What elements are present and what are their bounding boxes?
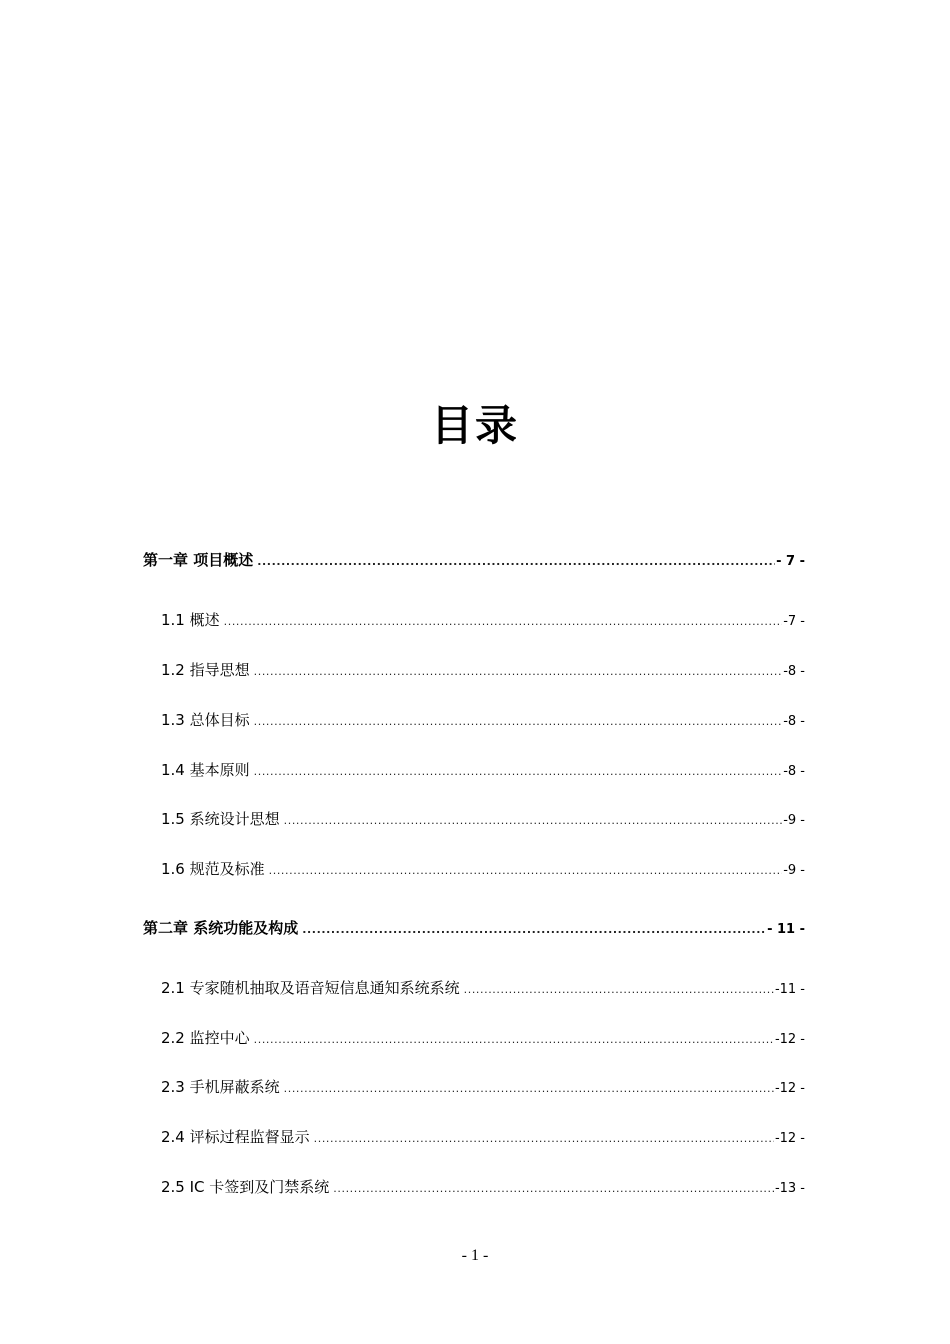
toc-entry-1-6[interactable]	[161, 857, 805, 881]
toc-entry-page: -11 -	[774, 982, 805, 997]
toc-entry-label: 1.2 指导思想	[161, 661, 250, 679]
toc-entry-1-3[interactable]	[161, 708, 805, 732]
toc-title: 目录	[430, 401, 519, 450]
toc-entry-2-1[interactable]	[161, 976, 805, 1000]
toc-entry-label: 第二章 系统功能及构成	[143, 919, 299, 937]
toc-entry-label: 1.6 规范及标准	[161, 860, 265, 878]
toc-entry-label: 1.1 概述	[161, 611, 220, 629]
toc-entry-label: 2.1 专家随机抽取及语音短信息通知系统系统	[161, 979, 460, 997]
toc-entry-1-2[interactable]	[161, 658, 805, 682]
dot-leader	[254, 760, 783, 784]
toc-entry-label: 第一章 项目概述	[143, 551, 254, 569]
dot-leader	[254, 660, 783, 684]
toc-entry-page: -8 -	[783, 664, 805, 679]
toc-entry-page: - 11 -	[767, 922, 805, 937]
toc-entry-1-5[interactable]	[161, 807, 805, 831]
toc-entry-1-1[interactable]	[161, 608, 805, 632]
dot-leader	[224, 610, 783, 634]
toc-entry-page: -12 -	[774, 1081, 805, 1096]
footer-page-number: - 1 -	[461, 1247, 489, 1264]
toc-entry-1-4[interactable]	[161, 758, 805, 782]
toc-entry-chapter-1[interactable]	[143, 548, 805, 572]
dot-leader	[254, 710, 783, 734]
toc-entry-page: -8 -	[783, 764, 805, 779]
toc-entry-page: -7 -	[783, 614, 805, 629]
dot-leader	[302, 918, 766, 942]
toc-entry-2-4[interactable]	[161, 1125, 805, 1149]
toc-entry-2-5[interactable]	[161, 1175, 805, 1199]
dot-leader	[464, 978, 774, 1002]
toc-entry-page: -9 -	[783, 813, 805, 828]
toc-entry-2-2[interactable]	[161, 1026, 805, 1050]
dot-leader	[254, 1028, 774, 1052]
toc-entry-page: -12 -	[774, 1032, 805, 1047]
toc-entry-page: -13 -	[774, 1181, 805, 1196]
toc-entry-2-3[interactable]	[161, 1075, 805, 1099]
toc-entry-page: -12 -	[774, 1131, 805, 1146]
toc-entry-page: -8 -	[783, 714, 805, 729]
toc-entry-chapter-2[interactable]	[143, 916, 805, 940]
toc-entry-label: 1.3 总体目标	[161, 711, 250, 729]
toc-entry-label: 2.5 IC 卡签到及门禁系统	[161, 1178, 330, 1196]
toc-entry-label: 1.5 系统设计思想	[161, 810, 280, 828]
dot-leader	[257, 550, 775, 574]
dot-leader	[269, 859, 783, 883]
toc-entry-label: 2.3 手机屏蔽系统	[161, 1078, 280, 1096]
dot-leader	[284, 809, 783, 833]
toc-entry-label: 2.2 监控中心	[161, 1029, 250, 1047]
toc-entry-page: - 7 -	[776, 554, 805, 569]
dot-leader	[314, 1127, 774, 1151]
dot-leader	[284, 1077, 774, 1101]
toc-entry-label: 2.4 评标过程监督显示	[161, 1128, 310, 1146]
toc-entry-label: 1.4 基本原则	[161, 761, 250, 779]
dot-leader	[333, 1177, 774, 1201]
toc-entry-page: -9 -	[783, 863, 805, 878]
